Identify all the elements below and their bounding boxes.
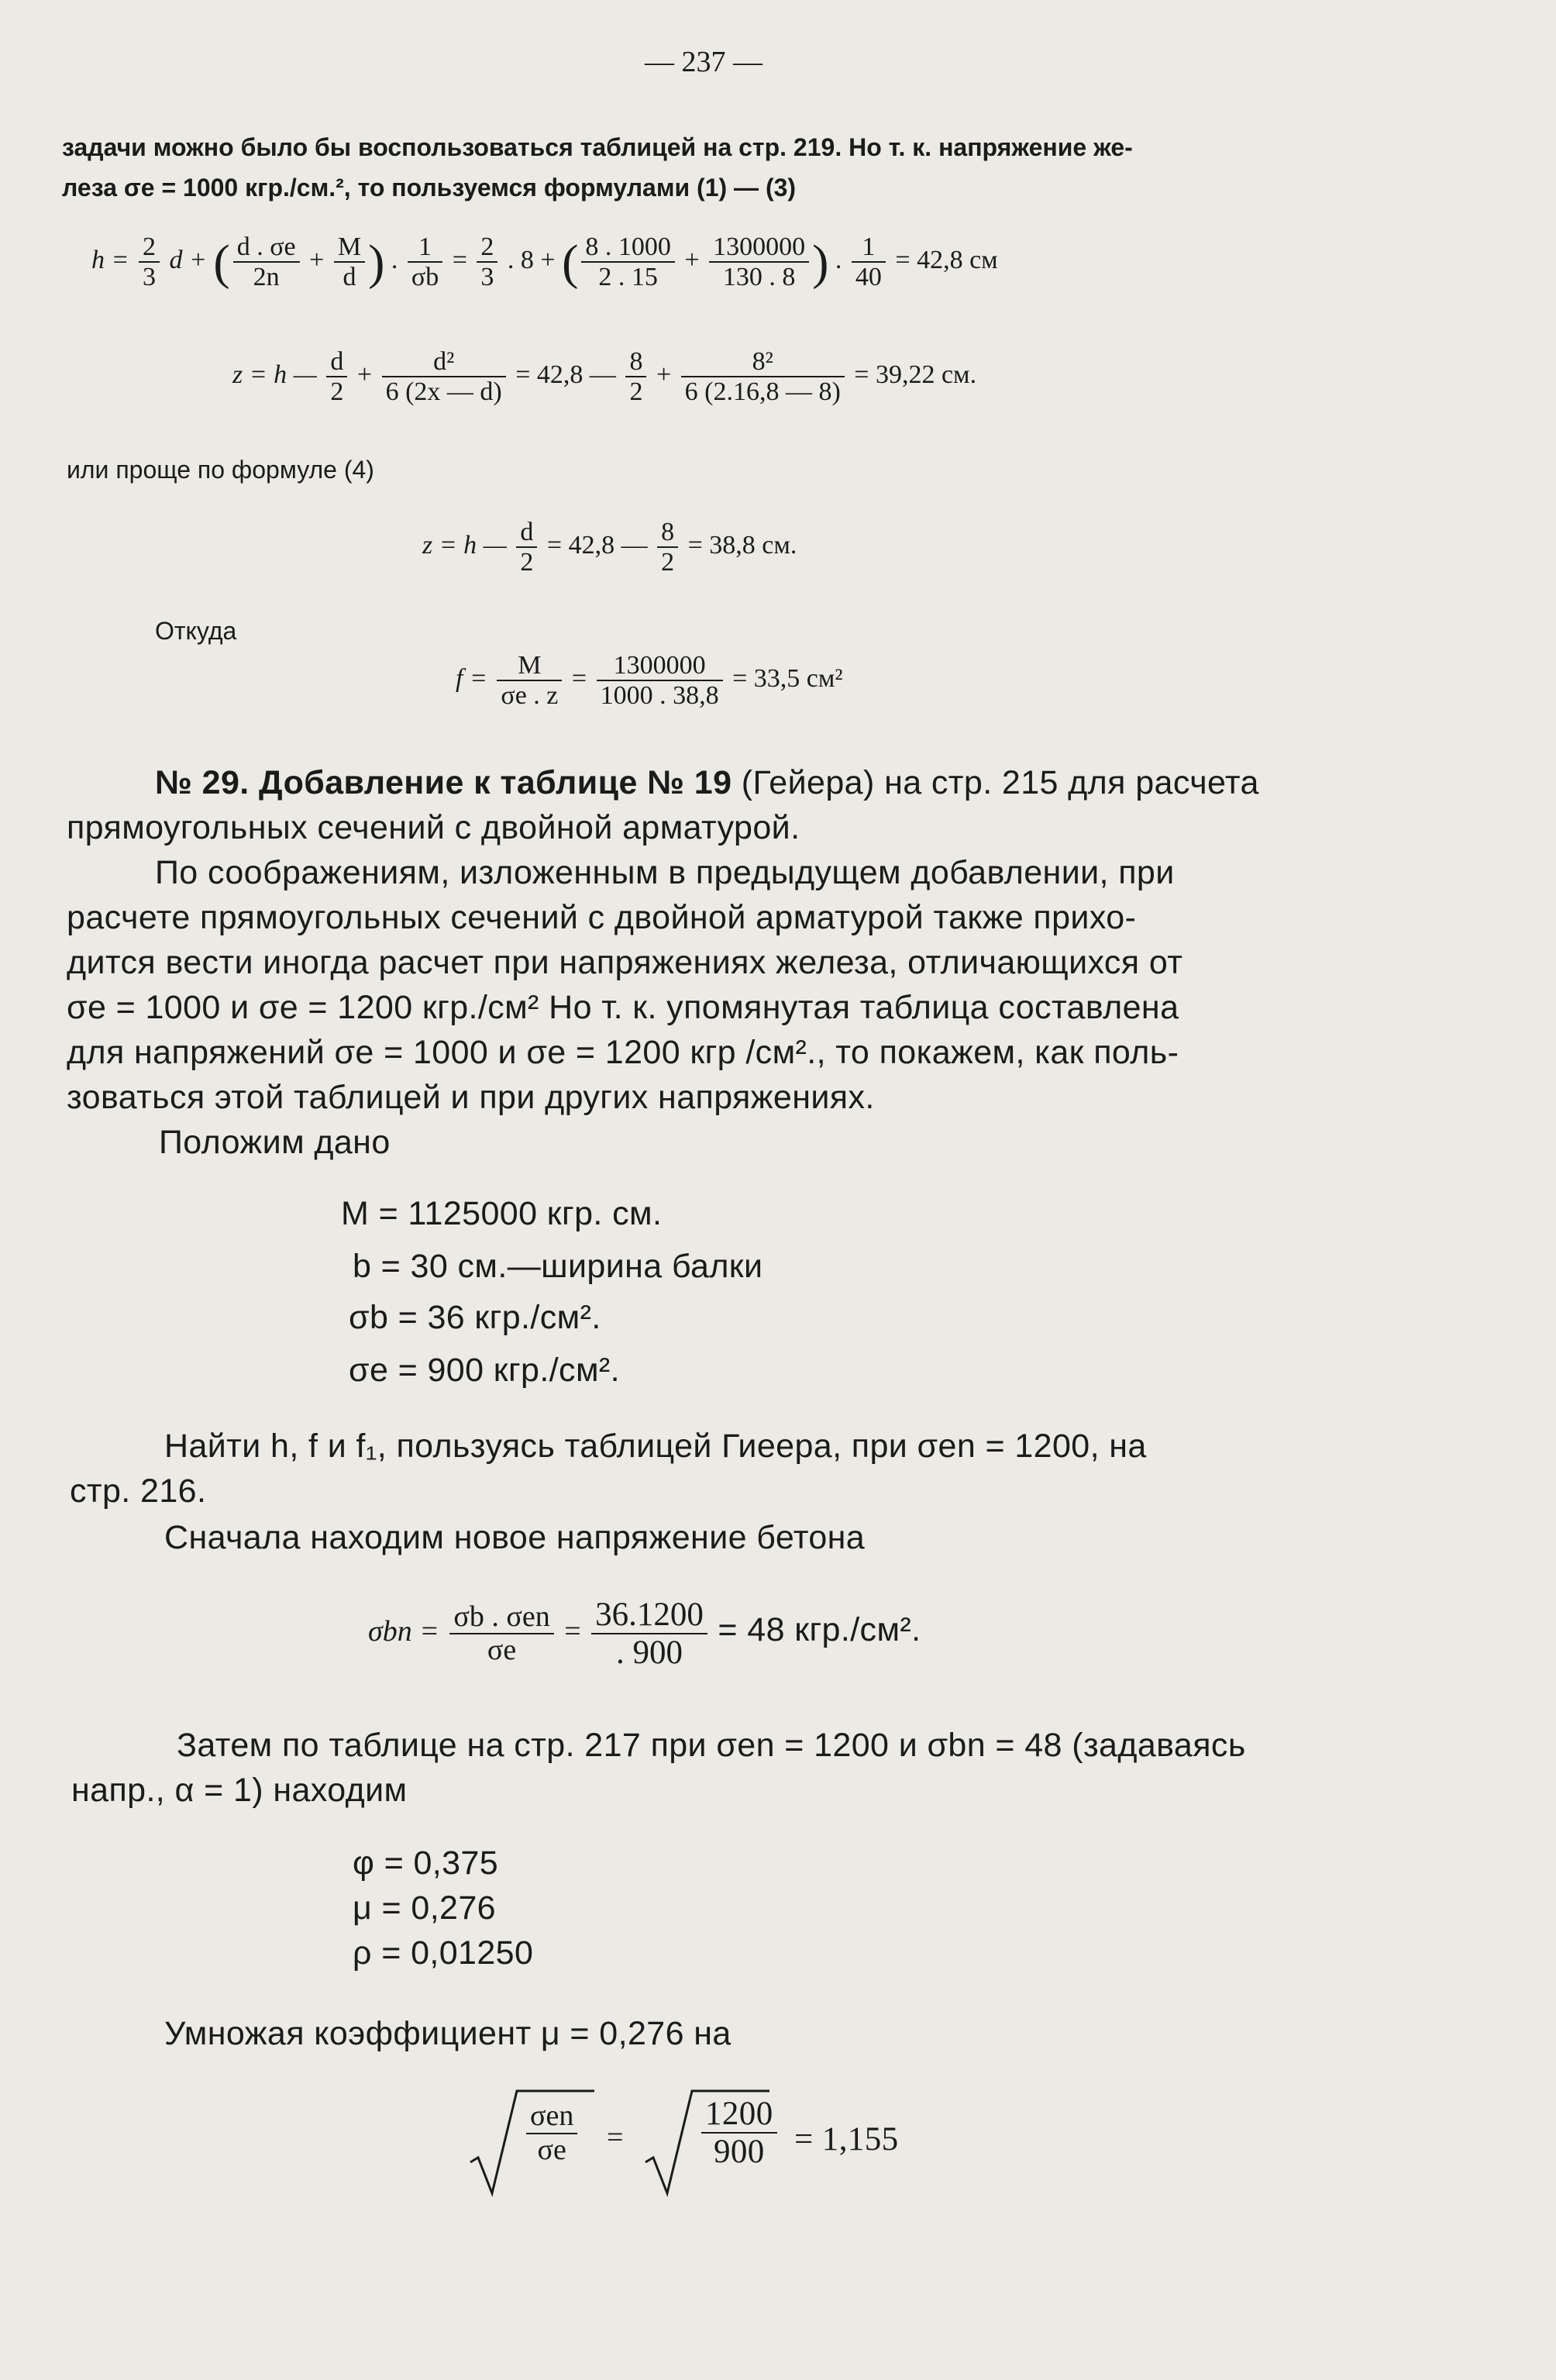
paragraph-line: леза σe = 1000 кгр./см.², то пользуемся формулами (1) — (3) <box>62 174 797 201</box>
paragraph-line: Сначала находим новое напряжение бетона <box>164 1519 866 1556</box>
given-item: σb = 36 кгр./см². <box>349 1299 601 1336</box>
fraction: σen σe <box>526 2100 577 2167</box>
section-heading: № 29. Добавление к таблице № 19 (Гейера) на стр. 215 для расчета <box>155 764 1259 801</box>
fraction: $\frac{\text{d²}}{6 (2x — d)}$ <box>382 347 506 407</box>
fraction: $\frac{1}{\sigma b}$ <box>408 232 442 292</box>
fraction: $\frac{1300000}{130 . 8}$ <box>709 232 809 292</box>
fraction: $\frac{1300000}{1000 . 38,8}$ <box>597 651 723 711</box>
paragraph-line: По соображениям, изложенным в предыдущем добавлении, при <box>155 854 1175 891</box>
paragraph-line: задачи можно было бы воспользоваться таблицей на стр. 219. Но т. к. напряжение же- <box>62 133 1133 161</box>
given-item: b = 30 см.—ширина балки <box>353 1248 763 1285</box>
paragraph-line: дится вести иногда расчет при напряжениях железа, отличающихся от <box>67 944 1183 981</box>
paragraph-line: Найти h, f и f₁, пользуясь таблицей Гиеера, при σen = 1200, на <box>164 1428 1147 1465</box>
coefficient: φ = 0,375 <box>353 1844 499 1882</box>
eq-result: = 1,155 <box>794 2121 899 2158</box>
equation-z1: z = h — $\frac{d}{2}$ + $\frac{\text{d²}}{6 (2x — d)}$ = 42,8 — $\frac{8}{2}$ + $\frac{\text{8²}}{6 (2.16,8 — 8)}$ = 39,22 см. <box>232 347 977 407</box>
paragraph-line: прямоугольных сечений с двойной арматурой. <box>67 809 800 846</box>
fraction: $\frac{8}{2}$ <box>657 518 678 577</box>
paragraph-line: расчете прямоугольных сечений с двойной арматурой также прихо- <box>67 899 1137 936</box>
paragraph-line: Положим дано <box>159 1124 391 1161</box>
coefficient: ρ = 0,01250 <box>353 1934 534 1972</box>
paragraph-line: зоваться этой таблицей и при других напряжениях. <box>67 1079 875 1116</box>
equation-sigma-bn: σbn = $\frac{\text{σb . σen}}{\sigma e}$ = $\frac{36.1200}{. 900}$ = 48 кгр./см². <box>368 1596 921 1672</box>
paragraph-line: стр. 216. <box>70 1472 207 1510</box>
fraction: $\frac{M}{d}$ <box>334 232 365 292</box>
fraction: $\frac{d}{2}$ <box>326 347 347 407</box>
fraction: $\frac{d . \sigma e}{2n}$ <box>233 232 300 292</box>
fraction: $\frac{2}{3}$ <box>139 232 160 292</box>
page-number: — 237 — <box>645 46 763 78</box>
equation-f: f = $\frac{M}{\sigma e . z}$ = $\frac{1300000}{1000 . 38,8}$ = 33,5 см² <box>456 651 843 711</box>
fraction: $\frac{M}{\sigma e . z}$ <box>497 651 562 711</box>
fraction: $\frac{1}{40}$ <box>852 232 886 292</box>
eq-sign: = <box>607 2121 624 2154</box>
given-item: σe = 900 кгр./см². <box>349 1352 620 1389</box>
fraction: $\frac{1200}{900}$ <box>701 2096 777 2171</box>
coefficient: μ = 0,276 <box>353 1889 496 1927</box>
paragraph-line: Откуда <box>155 617 237 645</box>
paragraph-line: для напряжений σe = 1000 и σe = 1200 кгр /см²., то покажем, как поль- <box>67 1034 1179 1071</box>
fraction: $\frac{36.1200}{. 900}$ <box>591 1596 707 1672</box>
equation-z2: z = h — $\frac{d}{2}$ = 42,8 — $\frac{8}{2}$ = 38,8 см. <box>422 518 797 577</box>
paragraph-line: напр., α = 1) находим <box>71 1772 408 1809</box>
eq-term: d + <box>169 246 207 275</box>
equation-sqrt <box>469 2085 972 2209</box>
fraction: $\frac{\text{8²}}{6 (2.16,8 — 8)}$ <box>681 347 845 407</box>
fraction: $\frac{8 . 1000}{2 . 15}$ <box>581 232 675 292</box>
fraction: $\frac{8}{2}$ <box>625 347 646 407</box>
fraction: $\frac{d}{2}$ <box>516 518 537 577</box>
equation-h: h = $\frac{2}{3}$ d + ( $\frac{d . \sigma e}{2n}$ + $\frac{M}{d}$ ) . $\frac{1}{\sigma b}$ = $\frac{2}{3}$ . 8 + ( $\frac{8 . 1000}{2 . 15}$ + $\frac{1300000}{130 . 8}$ ) . $\frac{1}{40}$ = 42,8 см <box>91 232 998 292</box>
fraction: $\frac{2}{3}$ <box>477 232 497 292</box>
paragraph-line: Умножая коэффициент μ = 0,276 на <box>164 2015 732 2052</box>
given-item: M = 1125000 кгр. см. <box>341 1195 663 1232</box>
paragraph-line: или проще по формуле (4) <box>67 456 374 484</box>
fraction: $\frac{\text{σb . σen}}{\sigma e}$ <box>449 1601 553 1668</box>
paragraph-line: Затем по таблице на стр. 217 при σen = 1200 и σbn = 48 (задаваясь <box>177 1727 1246 1764</box>
paragraph-line: σe = 1000 и σe = 1200 кгр./см² Но т. к. упомянутая таблица составлена <box>67 989 1179 1026</box>
eq-lhs: h = <box>91 246 129 275</box>
